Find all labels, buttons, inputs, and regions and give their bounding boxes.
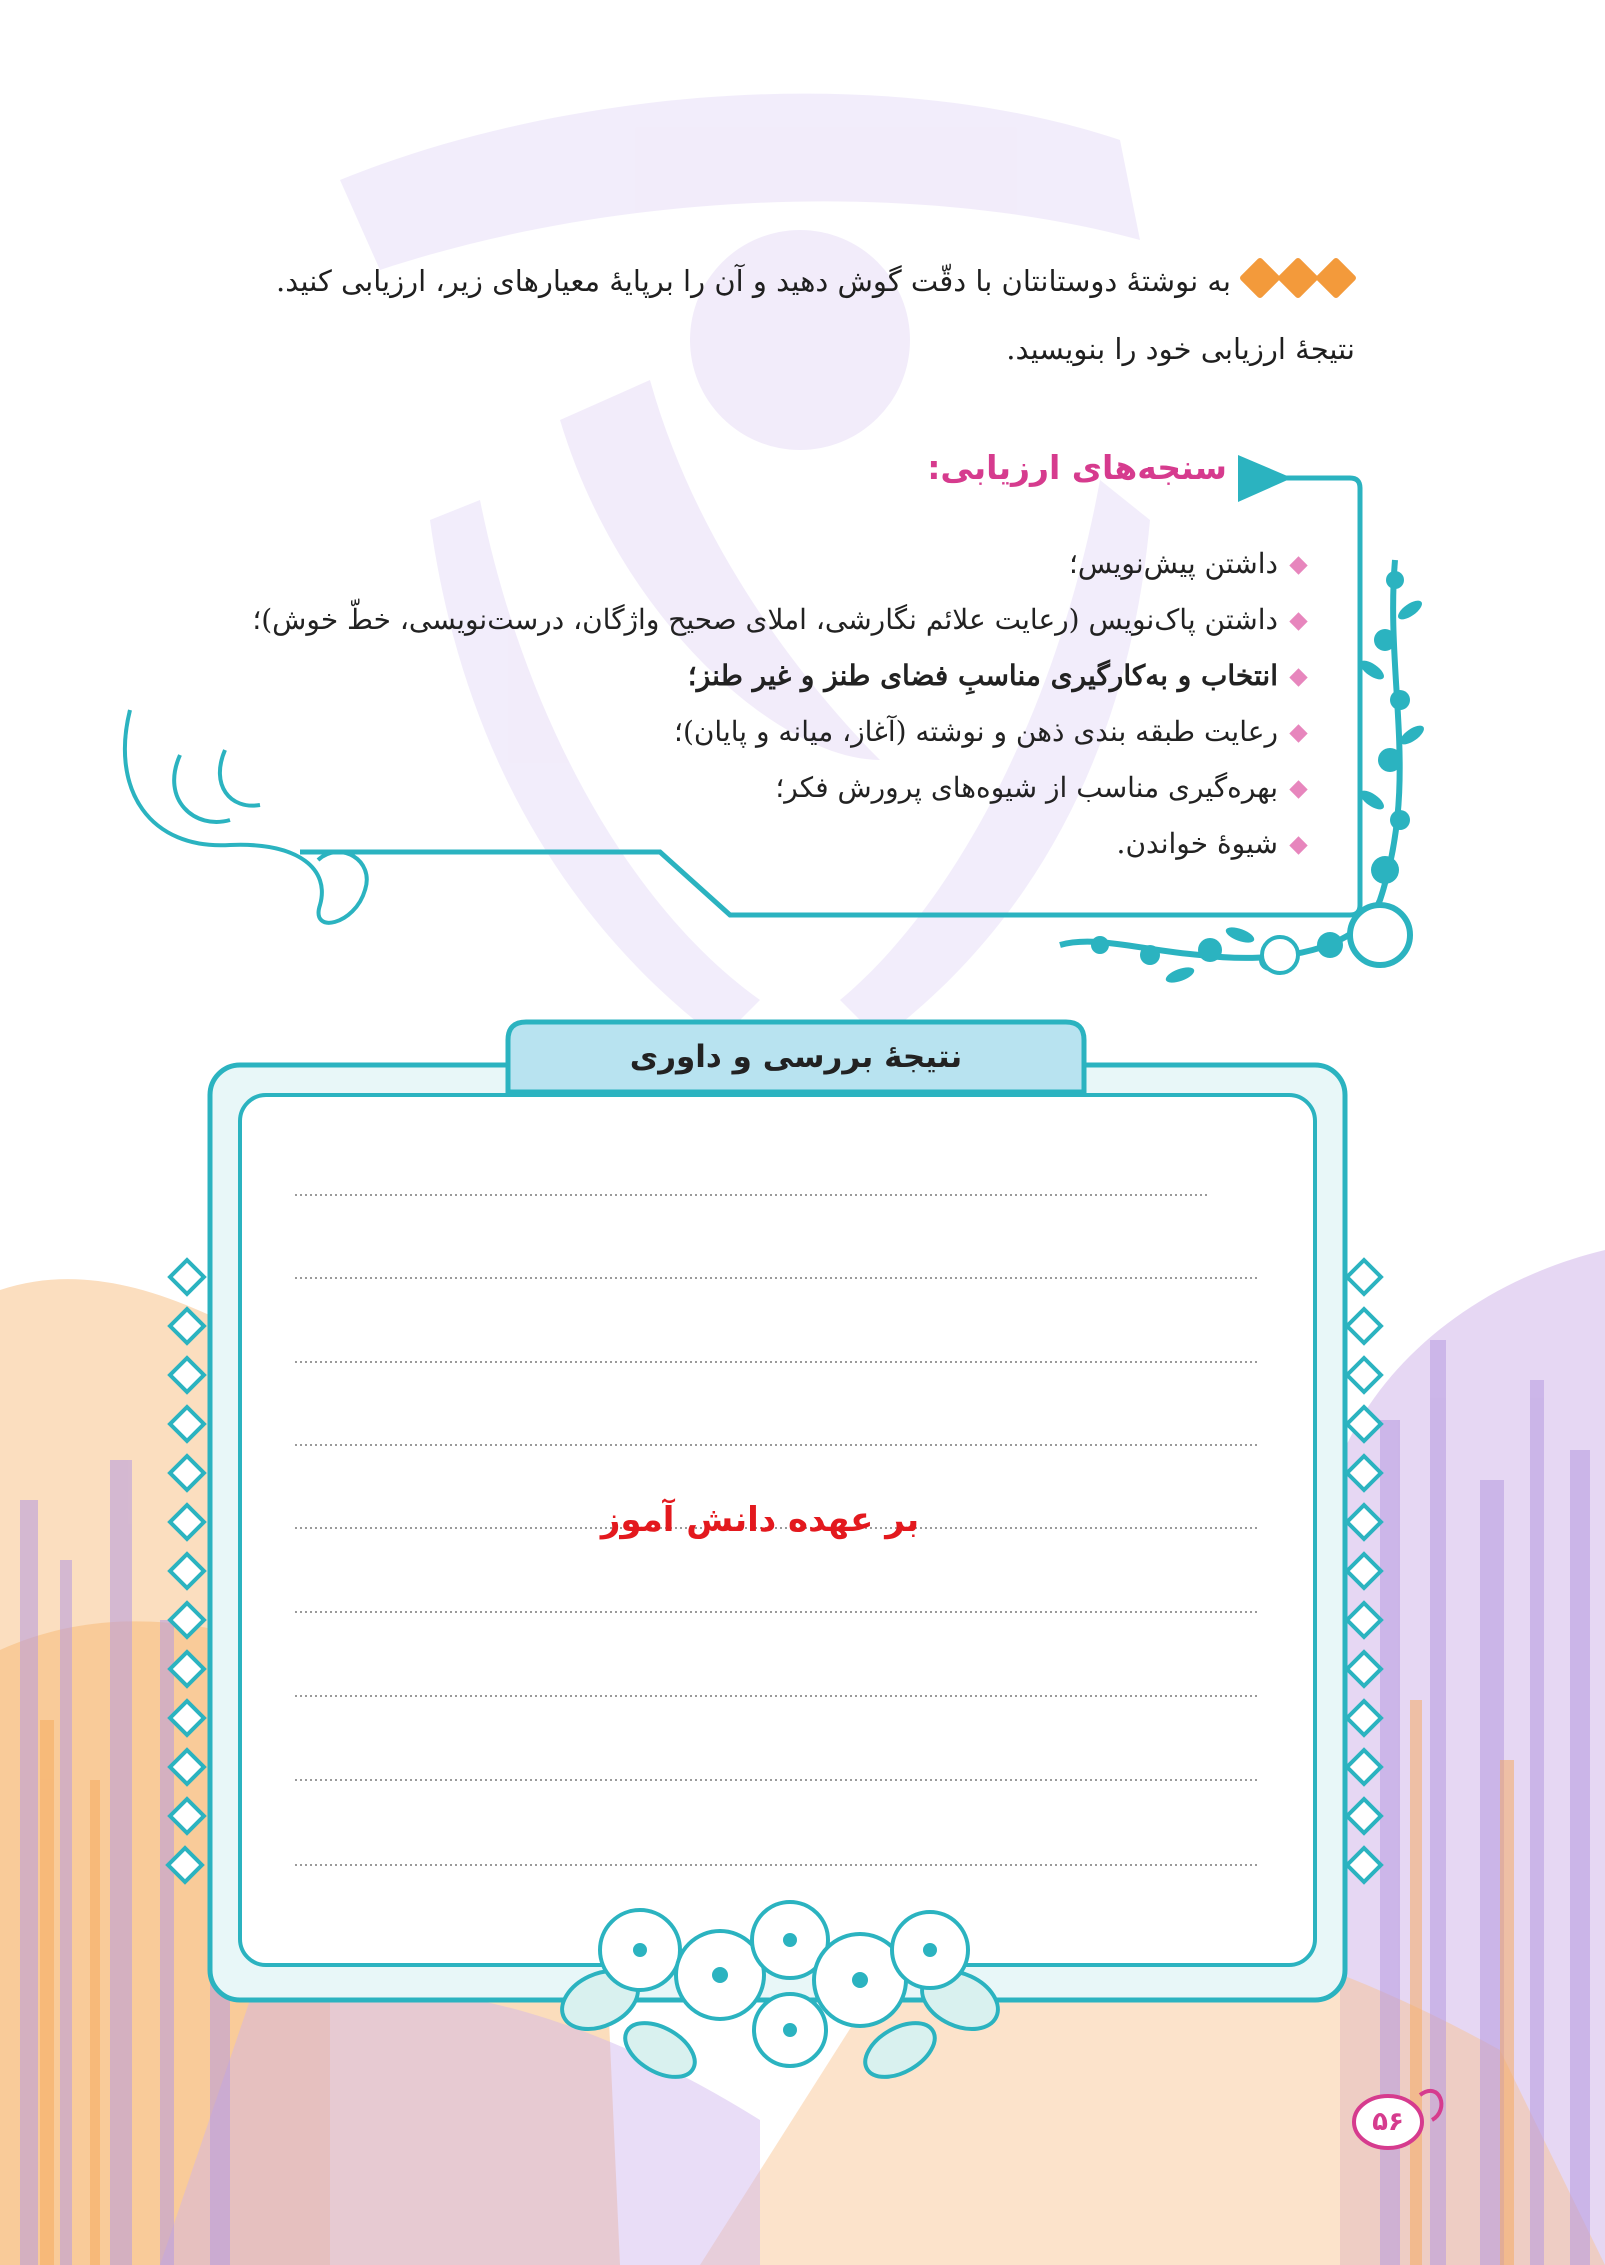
diamond-bullet-icon <box>1289 836 1307 854</box>
list-item: انتخاب و به‌کارگیری مناسبِ فضای طنز و غیر طنز؛ <box>185 648 1305 704</box>
list-item: داشتن پاک‌نویس (رعایت علائم نگارشی، املای صحیح واژگان، درست‌نویسی، خطّ خوش)؛ <box>185 592 1305 648</box>
result-box-title: نتیجهٔ بررسی و داوری <box>629 1039 963 1075</box>
list-item: بهره‌گیری مناسب از شیوه‌های پرورش فکر؛ <box>185 760 1305 816</box>
page-number: ۵۶ <box>1372 2107 1404 2137</box>
list-item: رعایت طبقه بندی ذهن و نوشته (آغاز، میانه و پایان)؛ <box>185 704 1305 760</box>
answer-text: بر عهده دانش آموز <box>600 1500 920 1540</box>
instruction-line-2: نتیجهٔ ارزیابی خود را بنویسید. <box>1006 332 1355 366</box>
list-item: شیوهٔ خواندن. <box>185 816 1305 872</box>
diamond-bullet-icon <box>1289 556 1307 574</box>
diamond-bullet-icon <box>1289 612 1307 630</box>
instruction-line-1: به نوشتهٔ دوستانتان با دقّت گوش دهید و آن را برپایهٔ معیارهای زیر، ارزیابی کنید. <box>276 264 1231 298</box>
diamond-bullet-icon <box>1289 668 1307 686</box>
criteria-arrow-icon <box>1238 455 1292 502</box>
list-item: داشتن پیش‌نویس؛ <box>185 536 1305 592</box>
criteria-list <box>185 536 1305 872</box>
diamond-bullet-icon <box>1289 780 1307 798</box>
orange-diamonds-icon <box>1241 250 1355 316</box>
instruction-text <box>195 248 1355 382</box>
diamond-bullet-icon <box>1289 724 1307 742</box>
criteria-title: سنجه‌های ارزیابی: <box>927 448 1227 487</box>
